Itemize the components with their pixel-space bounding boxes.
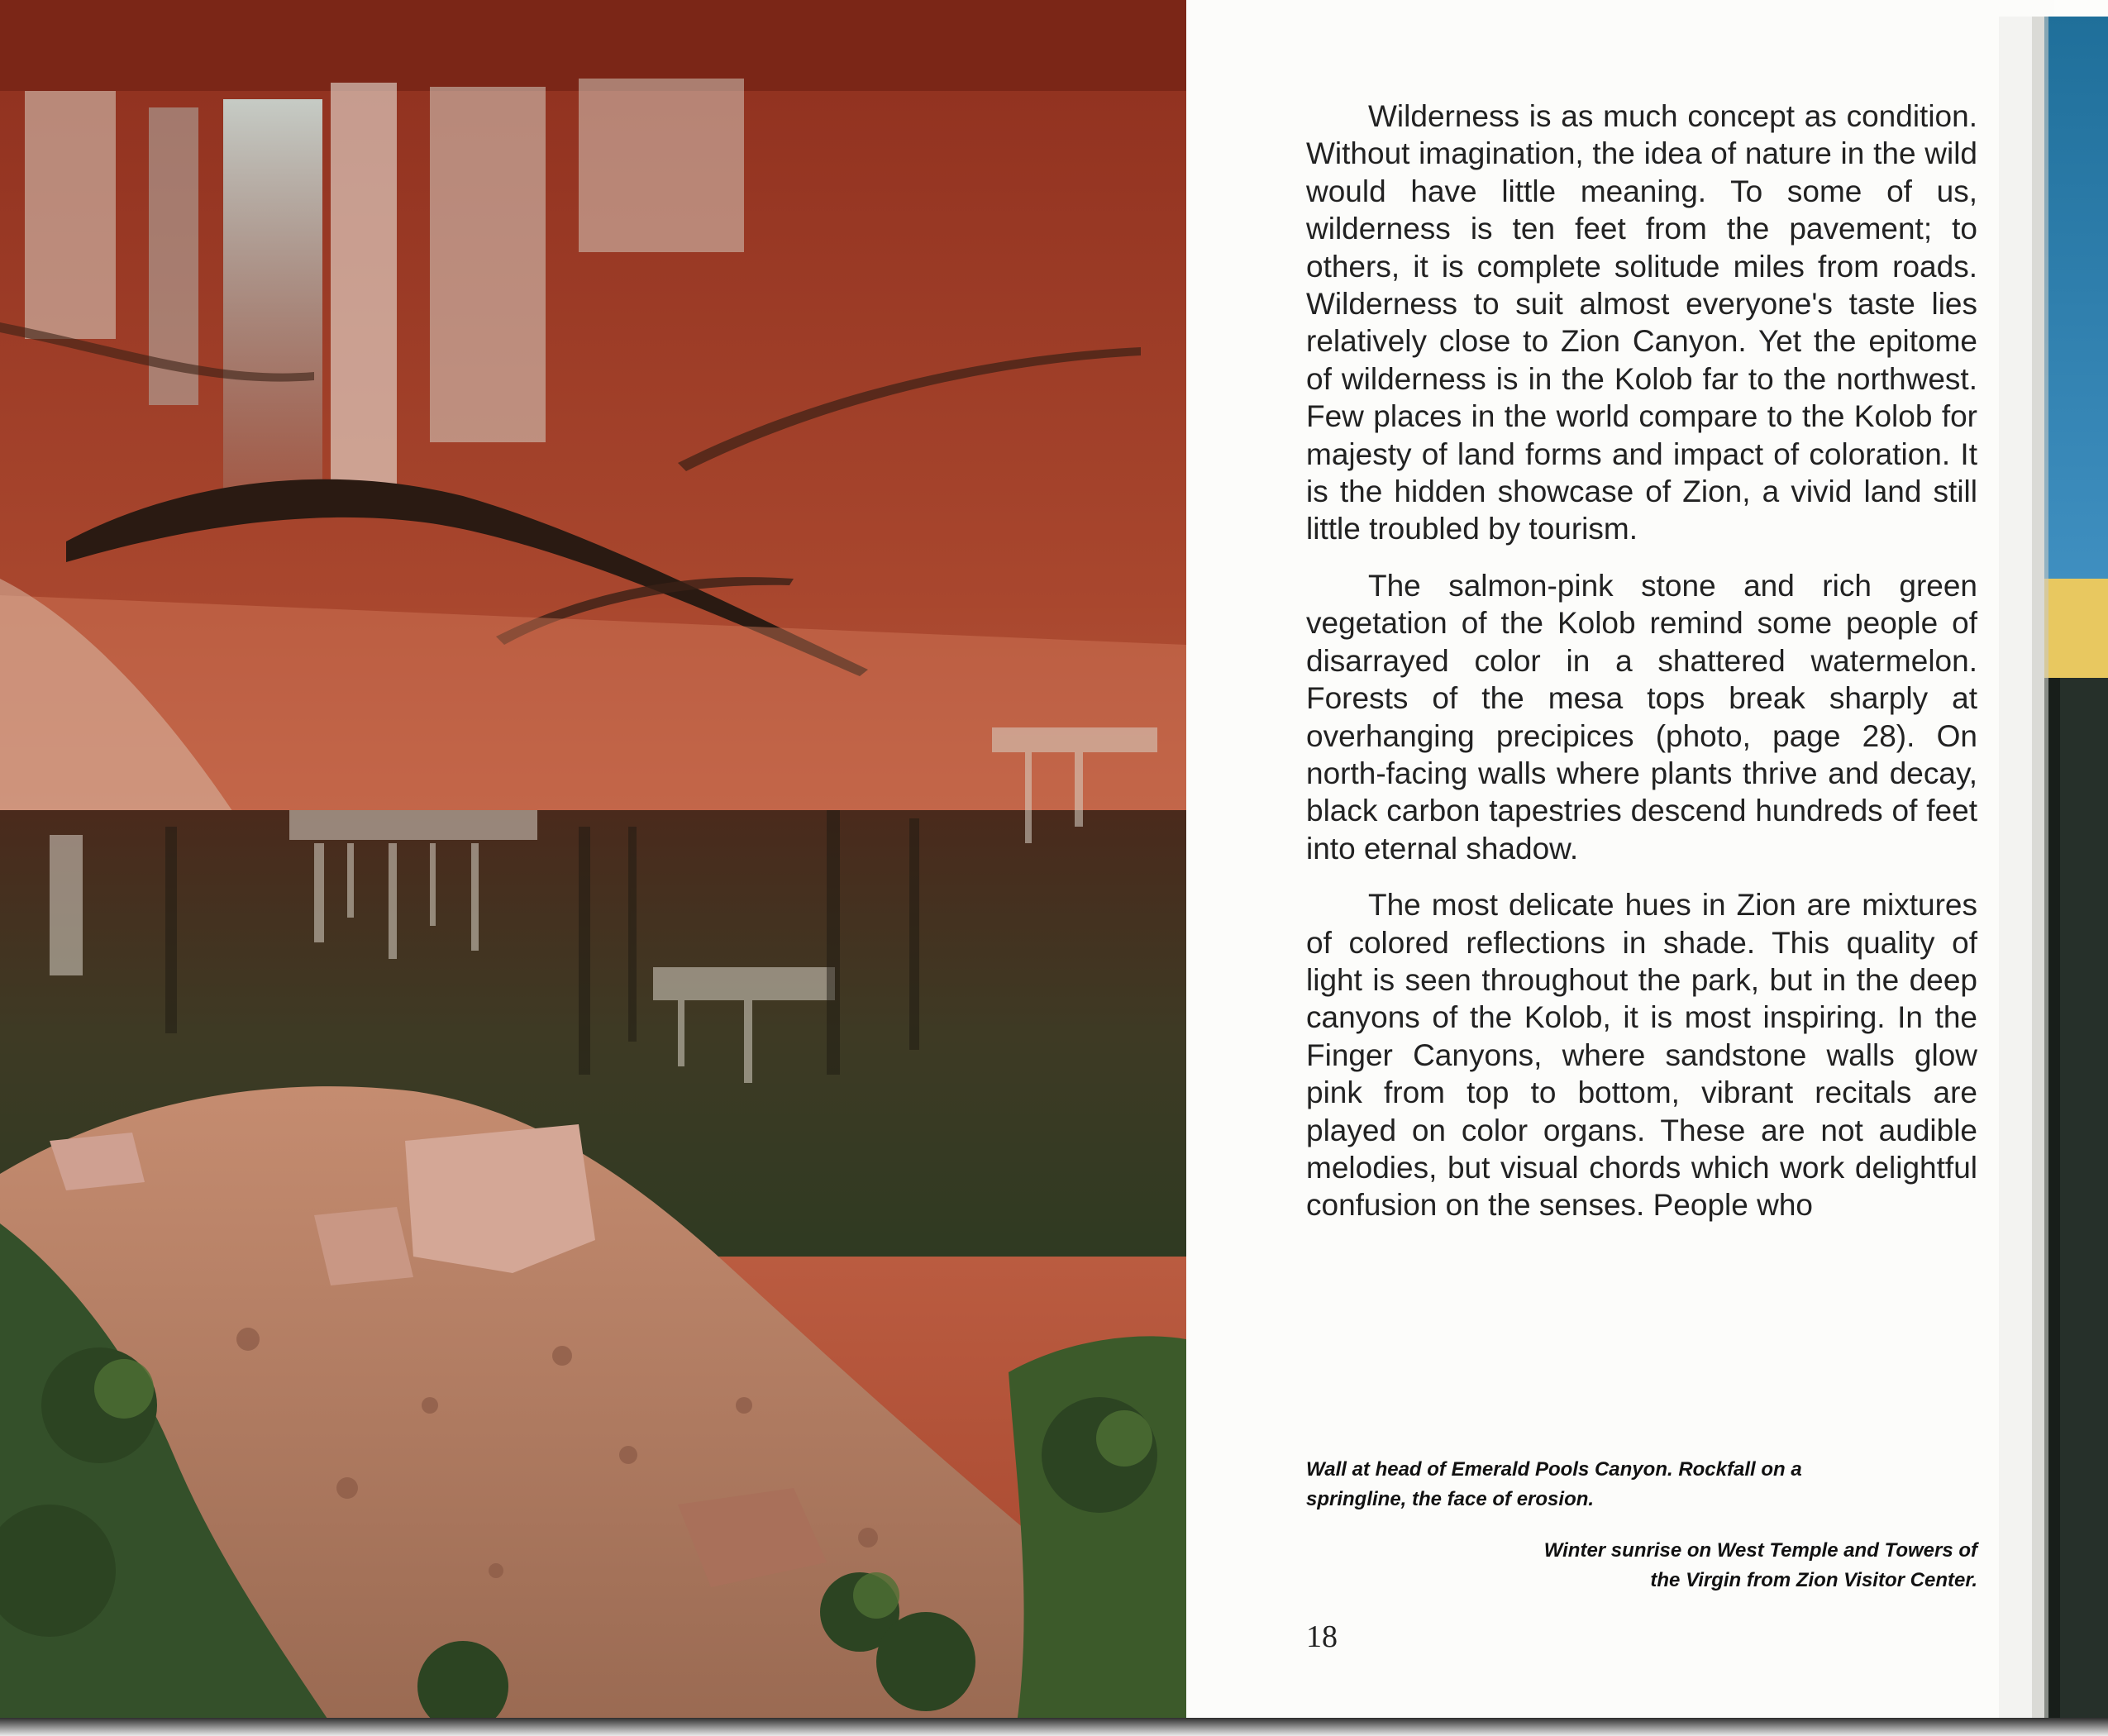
page-number: 18 xyxy=(1306,1619,1338,1654)
paragraph: The most delicate hues in Zion are mixtures of colored reflections in shade. This quality of light is seen throughout the park, but in the deep canyons of the Kolob, it is most inspiring. In the Finger Canyons, where sandstone walls glow pink from top to bottom, vibrant recitals are played on color organs. These are not audible melodies, but visual chords which work delightful confusion on the senses. People who xyxy=(1306,888,1977,1223)
page-bottom-edge xyxy=(0,1718,2108,1736)
facing-page-edge-photo xyxy=(1999,17,2108,1728)
photo-caption-left: Wall at head of Emerald Pools Canyon. Rockfall on a springline, the face of erosion. xyxy=(1306,1458,1802,1510)
paragraph: Wilderness is as much concept as condition. Without imagination, the idea of nature in the wild would have little meaning. To some of us, wilderness is ten feet from the pavement; to others, it is complete solitude miles from roads. Wilderness to suit almost everyone's taste lies relatively close to Zion Canyon. Yet the epitome of wilderness is in the Kolob far to the northwest. Few places in the world compare to the Kolob for majesty of land forms and impact of coloration. It is the hidden showcase of Zion, a vivid land still little troubled by tourism. xyxy=(1306,99,1977,546)
text-page xyxy=(1186,0,2054,1724)
photo-caption-right: Winter sunrise on West Temple and Towers of the Virgin from Zion Visitor Center. xyxy=(1543,1539,1977,1591)
paragraph: The salmon-pink stone and rich green vegetation of the Kolob remind some people of disarrayed color in a shattered watermelon. Forests of the mesa tops break sharply at overhanging precipices (photo, page 28). On north-facing walls where plants thrive and decay, black carbon tapestries descend hundreds of feet into eternal shadow. xyxy=(1306,568,1977,866)
body-text xyxy=(1306,98,1977,1243)
